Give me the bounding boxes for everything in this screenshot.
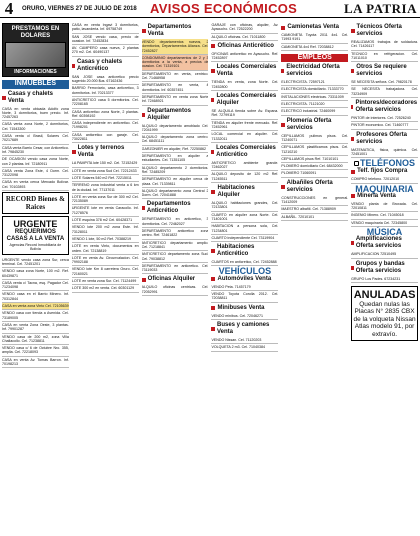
subcat-mineria: Minería Venta (351, 193, 418, 200)
list-item: ANTICRETICO departamento amplio. Cel. 71218841 (142, 240, 209, 252)
list-item: VENDO 1 lote, 50 m2 Ref. 70388219 (72, 236, 139, 243)
subcat-plomeria: Plomería Oferta servicios (281, 118, 348, 132)
list-item: CONSTRUCCIONES en general. 71412009 (281, 195, 348, 207)
square-icon (351, 29, 354, 33)
list-item: REALIZAMOS trabajos de soldadura. Cel. 71426117 (351, 39, 418, 51)
section-title: AVISOS ECONÓMICOS (150, 1, 298, 16)
square-icon (351, 105, 353, 109)
list-item: ELECTRICISTA. 71121020 (281, 101, 348, 108)
list-item: SE ALQUILA tienda sobre Av. Espana. Ref. 72799119 (211, 108, 278, 120)
ad-list (142, 71, 209, 106)
list-item: ALQUILO deposito de 120 m2 Ref. 71245511 (211, 171, 278, 183)
square-icon (2, 96, 6, 100)
list-item: LOTE en venta zona Sud Cel. 72212433 (72, 168, 139, 175)
subcat-departamentos-anticretico: Departamentos Anticrético (142, 201, 209, 215)
subcat-casas-venta: Casas y chalets Venta (2, 91, 69, 105)
list-item: LOTE en venta zona Sur de 300 m2 Cel. 72135089 (72, 194, 139, 206)
ad-list (2, 106, 69, 191)
list-item: GARAJE con oficinas, alquiler, Av. Ayacucho. Cel. 72522200 (211, 22, 278, 34)
subcat-profesores: Profesores Oferta servicios (351, 132, 418, 146)
square-icon (211, 69, 214, 73)
ad-list (142, 123, 209, 200)
list-item: VENDO Nissan. Cel. 71120203 (211, 337, 278, 344)
subcat-electricidad: Electricidad Oferta servicios (281, 64, 348, 78)
subcat-locales-alquiler: Locales Comerciales Alquiler (211, 93, 278, 107)
list-item: TIENDA en alquiler frente mercado. Ref. 72452961 (211, 120, 278, 132)
list-item: LA PAMPITA lote 150 m2. Cel. 72152429 (72, 160, 139, 167)
list-item: CASA venta Barrio Cesar, con Anticretico. Inf. 79845230 (2, 145, 69, 157)
list-item: BARRIO Ferroviario, casa anticretico, 3 dormitorios. Inf. 70213377 (72, 85, 139, 97)
list-item: VOLQUETA 2 m3. Cel. 71040384 (211, 344, 278, 351)
list-item: CEPILLAMOS pisos Ref. 71010101 (281, 156, 348, 163)
subcat-minibuses-venta: Minibuses Venta (211, 305, 278, 312)
subcat-telf-fijos: Telf. fijos Compra (351, 168, 418, 175)
section-maquinaria: MAQUINARIA (355, 183, 414, 194)
subcat-otros: Otros Se requiere servicios (351, 64, 418, 78)
square-icon (351, 69, 354, 73)
list-item: DEPARTAMENTO anticretico zona centro. Ref. 72461822 (142, 228, 209, 240)
urgent-ad (2, 216, 69, 255)
column-5 (281, 22, 348, 534)
list-item: LOTE esquina 378 m2 Cel. 60428371 (72, 217, 139, 224)
list-item: INSTALACIONES electricas. 73311009 (281, 94, 348, 101)
list-item: DEPARTAMENTO en alquiler cerca de plaza. Cel. 71339811 (142, 176, 209, 188)
list-item: OFICINAS anticretico en Ayacucho. Ref. 72452897 (211, 51, 278, 63)
anuladas-notice (351, 286, 418, 342)
list-item: CAMIONETA Toyota 2011 4x4. Cel. 71993 9191 (281, 32, 348, 44)
subcat-habitaciones-alquiler: Habitaciones Alquiler (211, 185, 278, 199)
ad-list (211, 160, 278, 183)
promo-image (5, 42, 66, 68)
list-item: PLOMERO 71060091 (281, 170, 348, 177)
list-item: AMPLIFICACION 72510495 (351, 251, 418, 258)
list-item: LOTE en venta zona Sur. Cel. 71124499 (72, 278, 139, 285)
square-icon (281, 185, 284, 189)
list-item: DEPARTAMENTO en venta zona Norte Inf. 72468921 (142, 94, 209, 106)
subcat-albaniles: Albañiles Oferta servicios (281, 180, 348, 194)
ad-list (142, 216, 209, 274)
ad-list (211, 108, 278, 143)
list-item: VENDO departamentos nuevos, 2 dormitorios, Departamentos Alianza. Cel. 72452827 (142, 39, 209, 55)
section-empleos: EMPLEOS (281, 54, 348, 62)
list-item: ALQUILO oficinas centricas. Cel. 72052991 (142, 284, 209, 296)
square-icon (211, 98, 214, 102)
column-1 (2, 22, 69, 534)
subcat-buses-venta: Buses y camiones Venta (211, 322, 278, 336)
list-item: VENDO maquinaria Cel. 72345800 (351, 220, 418, 227)
list-item: VENDO planta de Broxada. Cel. 72010811 (351, 201, 418, 213)
section-telefonos: TELÉFONOS (351, 161, 418, 166)
ad-list (72, 160, 139, 292)
square-icon (211, 190, 215, 194)
list-item: CASA venta zona Norte, 2 dormitorios, Cel. 71543300 (2, 121, 69, 133)
list-item: DEPARTAMENTO en venta, centrico. Cel. 71468958 (142, 71, 209, 83)
subcat-casas-anticretico: Casas y chalets Anticrético (72, 59, 139, 73)
list-item: INGENIO Minero. Cel. 71045018 (351, 212, 418, 219)
square-icon (211, 44, 215, 48)
list-item: VENDO casa en el Barrio Minero. Inf. 70312844 (2, 291, 69, 303)
list-item: VENDO Peta. 71457179 (211, 284, 278, 291)
urgent-title: URGENTE (13, 219, 58, 230)
square-icon (142, 278, 146, 282)
list-item: CEPILLAMOS pulimos pisos. Cel. 71240071 (281, 133, 348, 145)
list-item: CASA anticretico con garaje. Cel. 73022811 (72, 132, 139, 144)
list-item: CASA en venta ubicada Adolfo zona Norte, 3 dormitorios, buen precio. Inf. 72457263 (2, 106, 69, 122)
subcat-habitaciones-anticretico: Habitaciones Anticrético (211, 244, 278, 258)
list-item: VENDO minibus. Cel. 72046271 (211, 313, 278, 320)
list-item: VENDO lote Km 8 carretera Oruro. Cel. 72160021 (72, 266, 139, 278)
list-item: ALBAÑIL. 72010101 (281, 214, 348, 221)
list-item: MATEMATICA, fisica, quimica. Cel. 72451001 (351, 147, 418, 159)
ad-list (281, 195, 348, 221)
square-icon (281, 69, 284, 73)
subcat-oficinas-anticretico: Oficinas Anticrético (211, 43, 278, 50)
subcat-grupos: Grupos y bandas Oferta servicios (351, 261, 418, 275)
square-icon (142, 206, 145, 210)
list-item: CEPILLAMOS plastificamos pisos. Cel. 71210210 (281, 144, 348, 156)
subcat-camionetas-venta: Camionetas Venta (281, 24, 348, 31)
list-item: LOTE en venta Vinto, documentos en orden. Cel. 72138819 (72, 243, 139, 255)
list-item: CASA anticretico zona Norte, 2 plantas. Ref. 60398192 (72, 109, 139, 121)
ad-list (2, 257, 69, 369)
list-item: ALQUILO departamento zona centro. Cel. 68451111 (142, 134, 209, 146)
list-item: DE OCASION vendo casa zona Norte, con 2 plantas. Inf. 72180911 (2, 156, 69, 168)
square-icon (351, 241, 354, 245)
subcat-locales-anticretico: Locales Comerciales Anticrético (211, 145, 278, 159)
list-item: ELECTRICO industrial. 72460099 (281, 108, 348, 115)
section-musica: MÚSICA (366, 227, 403, 238)
list-item: CASA en venta Ingavi 3 dormitorios, patio, lavanderia. Inf. 69758749 (72, 22, 139, 34)
list-item: CONDOMINIO departamentos de 2 y 3 dormitorios a la venta, a precios de ocasion. Cel. 71319101 (142, 55, 209, 71)
square-icon (281, 26, 285, 30)
subcat-departamentos-venta: Departamentos Venta (142, 24, 209, 38)
list-item: VENDO casa de 200 m2, zona Villa Challacollo. Cel. 71238811 (2, 334, 69, 346)
subcat-lotes-venta: Lotes y terrenos Venta (72, 145, 139, 159)
section-vehiculos: VEHÍCULOS (218, 266, 272, 277)
list-item: ELECTRICISTA domiciliario. 71333770 (281, 86, 348, 93)
square-icon (351, 266, 354, 270)
phone-icon (354, 161, 359, 166)
list-item: CASA en venta Zona Oeste, 3 plantas. Inf. 79901287 (2, 322, 69, 334)
ad-list (351, 39, 418, 62)
list-item: PINTOR economico. Cel. 71460777 (351, 122, 418, 129)
list-item: PLOMERO domiciliario Cel. 68432000 (281, 163, 348, 170)
list-item: DEPARTAMENTO en venta, 4 dormitorios. Inf. 60357451 (142, 82, 209, 94)
promo-banner (2, 23, 69, 77)
column-6 (351, 22, 418, 534)
list-item: CASA venta c/ Tacna, esq. Pagador Cel. 71234098 (2, 280, 69, 292)
square-icon (351, 194, 355, 198)
list-item: CUARTO independiente Cel. 73119904 (211, 235, 278, 242)
subcat-pintores: Pintores/decoradores Oferta servicios (351, 100, 418, 114)
list-item: ALQUILO departamento amoblado Cel. 72041999 (142, 123, 209, 135)
list-item: LOTE Solares 540 m2 Ref. 72215011 (72, 175, 139, 182)
list-item: GRUPO Los Pades. 67234231 (351, 276, 418, 283)
column-4 (211, 22, 278, 534)
anuladas-title: ANULADAS (353, 288, 416, 301)
square-icon (72, 64, 75, 68)
subcat-departamentos-alquiler: Departamentos Alquiler (142, 108, 209, 122)
ad-list (351, 115, 418, 130)
ad-list (281, 32, 348, 51)
column-3 (142, 22, 209, 534)
page-header (0, 0, 420, 18)
list-item: COMPRO telefono. 72012010 (351, 176, 418, 183)
list-item: PINTOR de interiores. Cel. 72526240 (351, 115, 418, 122)
list-item: DEPARTAMENTO en alquiler a estudiantes. Cel. 71351105 (142, 153, 209, 165)
square-icon (211, 327, 215, 331)
category-inmuebles: INMUEBLES (2, 80, 69, 88)
subcat-amplificaciones: Amplificaciones Oferta servicios (351, 236, 418, 250)
square-icon (142, 29, 146, 33)
list-item: CUARTO en alquiler zona Norte. Cel. 71401001 (211, 212, 278, 224)
urgent-agency: Agencias Record Inmobiliaria de Bolivia (9, 243, 62, 252)
list-item: DEPARTAMENTO en anticretico, 3 dormitorios. Cel. 72462027 (142, 216, 209, 228)
list-item: DEPARTAMENTO en anticretico. Cel. 73119033 (142, 263, 209, 275)
column-2 (72, 22, 139, 534)
list-item: TECNICO en refrigeracion. Cel. 71011010 (351, 51, 418, 63)
list-item: LOCAL comercial en alquiler. Cel. 71332011 (211, 131, 278, 143)
list-item: CAMIONETA 4x4 Ref. 72038812 (281, 44, 348, 51)
list-item: ANTICRETICO departamento zona Sud. Cel. 79038812 (142, 251, 209, 263)
square-icon (211, 306, 215, 310)
ad-list (211, 284, 278, 303)
promo-headline: PRESTAMOS EN DOLARES (11, 26, 60, 39)
ad-list (351, 79, 418, 98)
subcat-automoviles-venta: Automóviles Venta (211, 276, 278, 283)
subcat-tecnicos: Técnicos Oferta servicios (351, 24, 418, 38)
list-item: ALQUILO oficinas. Cel. 71011800 (211, 34, 278, 41)
list-item: SAN JOSE casa anticretico precio sugerido 20.000 $us. 67162436 (72, 74, 139, 86)
list-item: CASA en venta cerca Mercado Bolivar. Cel. 70102893 (2, 179, 69, 191)
list-item: VENDO Toyota Corolla 2012. Cel. 72038811 (211, 291, 278, 303)
square-icon (281, 123, 284, 127)
list-item: VENDO casa zona Norte, 100 m2. Ref. 60439871 (2, 268, 69, 280)
ad-list (72, 74, 139, 144)
ad-list (351, 201, 418, 227)
anuladas-body: Quedan nulas las Placas N° 2835 CBX de la volqueta Nissan Atlas modelo 91, por extravío. (353, 300, 416, 338)
list-item: SE NECESITA señora. Cel. 79820178 (351, 79, 418, 86)
promo-info: INFORMACIONES (14, 69, 57, 75)
square-icon (351, 170, 355, 174)
ad-list (211, 200, 278, 242)
urgent-text: REQUERIMOS CASAS A LA VENTA (6, 229, 65, 243)
list-item: ANTICRETICO ambiente grande. 72462027 (211, 160, 278, 172)
square-icon (72, 150, 76, 154)
list-item: VENDO lote 200 m2 zona Este. Inf. 73128011 (72, 224, 139, 236)
list-item: ALQUILO departamento 2 dormitorios. Ref. 72485209 (142, 165, 209, 177)
list-item: LOTE en venta Av. Circunvalacion. Cel. 79902188 (72, 255, 139, 267)
list-item: URGENTE vendo casa zona Sur, cerca terminal. Cel. 72451201 (2, 257, 69, 269)
ad-list (281, 133, 348, 178)
list-item: TERRENO zona industrial venta a 6 km de la ciudad. Inf. 77137011 (72, 182, 139, 194)
list-item: URGENTE lote en venta Caracollo. Inf. 71278576 (72, 205, 139, 217)
list-item: VENDO casa c/ 6 de Octubre Nro. 355, amplia. Cel. 72218093 (2, 345, 69, 357)
list-item: CASA independiente en anticretico. Cel. 71998201 (72, 120, 139, 132)
list-item: GARZONIER en alquiler, Ref. 72250862 (142, 146, 209, 153)
classifieds-grid (2, 22, 418, 534)
record-logo: RECORD Bienes & Raices (2, 192, 69, 214)
list-item: SE NECESITA trabajadora. Cel. 73234909 (351, 86, 418, 98)
dateline: ORURO, VIERNES 27 DE JULIO DE 2018 (22, 5, 137, 12)
subcat-locales-venta: Locales Comerciales Venta (211, 64, 278, 78)
subcat-oficinas-alquiler: Oficinas Alquiler (142, 276, 209, 283)
ad-list (281, 79, 348, 115)
ad-list (72, 22, 139, 57)
list-item: HABITACION a persona sola, Cel. 71234801 (211, 223, 278, 235)
list-item: LOTE 300 m2 en venta. Cel. 60301129 (72, 285, 139, 292)
list-item: CASA venta c/ Brasil, Solares Cel. 70217689 (2, 133, 69, 145)
list-item: SAN JOSE vendo casa, precio de ocasion. Inf. 72452834 (72, 34, 139, 46)
square-icon (211, 150, 214, 154)
list-item: ELECTRICISTA. 72597121 (281, 79, 348, 86)
square-icon (142, 113, 146, 117)
page-number: 4 (4, 0, 14, 18)
square-icon (211, 249, 215, 253)
ad-list (211, 22, 278, 41)
list-item: ANTICRETICO casa 5 dormitorios. Cel. 72208165 (72, 97, 139, 109)
list-item: CASA en venta Av. Tomas Barron. Inf. 70198213 (2, 357, 69, 369)
ad-list (211, 337, 278, 352)
list-item: VENDO casa con tienda a Avenida. Cel. 73189005 (2, 310, 69, 322)
list-item: ALQUILO departamento zona Central 2 Dorm. Cel. 72041888 (142, 188, 209, 200)
list-item: MAESTRO albañil. Cel. 71388909 (281, 206, 348, 213)
list-item: TIENDA en venta, zona Norte. Cel. 72452800 (211, 79, 278, 91)
masthead: LA PATRIA (344, 1, 417, 16)
list-item: AV. CAMPERO casa nueva, 2 plantas 270 m2. Cel. 60490137 (72, 45, 139, 57)
list-item: CASA en venta zona Vinto Cel. 72105639 (2, 303, 69, 310)
square-icon (351, 137, 354, 141)
list-item: CASA venta Zona Este, 4 Dorm. Cel. 73122098 (2, 168, 69, 180)
square-icon (211, 277, 215, 281)
list-item: ALQUILO habitaciones grandes, Cel. 72133801 (211, 200, 278, 212)
list-item: CUARTOS en anticretico, Cel. 72452888 (211, 259, 278, 266)
